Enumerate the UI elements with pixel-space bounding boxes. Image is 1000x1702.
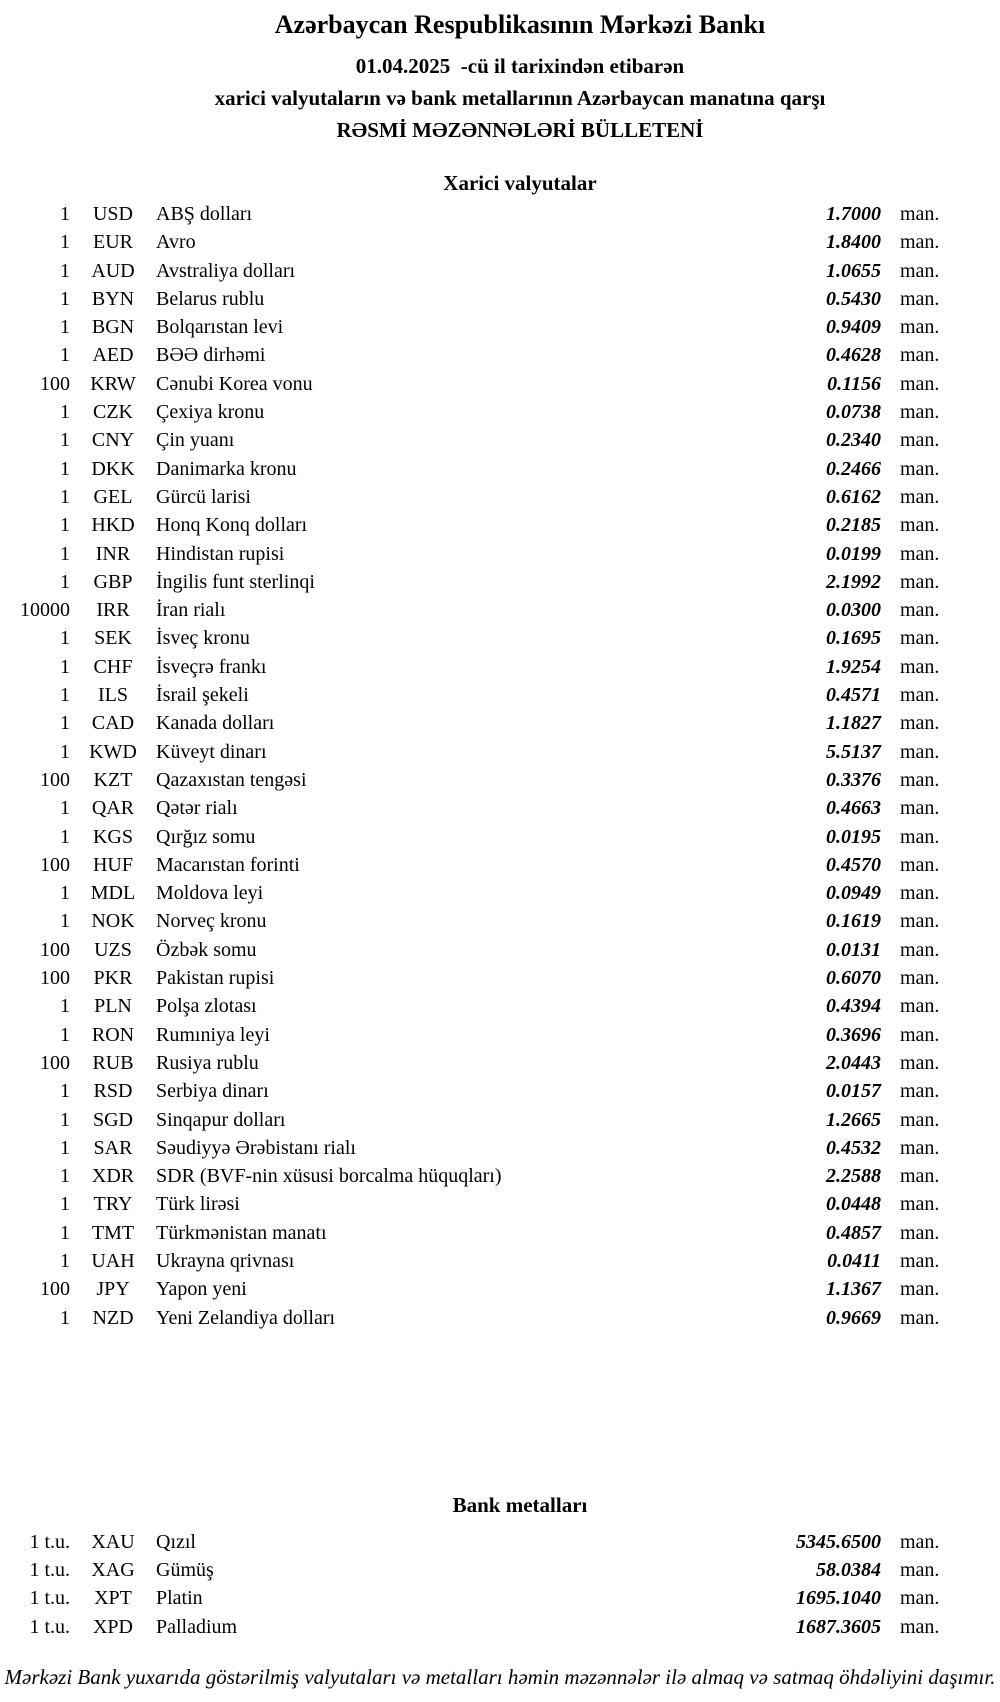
currency-code: SEK	[94, 627, 132, 650]
currency-name: İsrail şekeli	[156, 684, 249, 707]
currency-name: Türk lirəsi	[156, 1193, 240, 1216]
unit-label: man.	[900, 401, 940, 424]
currency-code: AUD	[91, 259, 135, 282]
rate-value: 0.0411	[827, 1249, 881, 1272]
unit-label: man.	[900, 372, 940, 395]
unit-label: man.	[900, 1278, 940, 1301]
rate-row	[0, 1584, 952, 1612]
currency-name: Yeni Zelandiya dolları	[156, 1306, 336, 1329]
currency-code: JPY	[96, 1278, 130, 1301]
quantity-value: 1	[60, 797, 70, 820]
rate-row	[0, 823, 952, 851]
unit-label: man.	[900, 1249, 940, 1272]
quantity-value: 1	[60, 259, 70, 282]
currency-code: CHF	[93, 655, 133, 678]
rate-row	[0, 879, 952, 907]
currency-name: Platin	[156, 1587, 203, 1610]
rate-value: 2.0443	[826, 1051, 881, 1074]
currency-name: Cənubi Korea vonu	[156, 372, 313, 395]
unit-label: man.	[900, 1559, 940, 1582]
currency-code: EUR	[93, 231, 133, 254]
quantity-value: 1	[60, 995, 70, 1018]
quantity-value: 1	[60, 1080, 70, 1103]
currency-name: Norveç kronu	[156, 910, 267, 933]
rate-row	[0, 285, 952, 313]
currency-code: AED	[92, 344, 134, 367]
currency-code: XPT	[94, 1587, 132, 1610]
currency-name: Gürcü larisi	[156, 485, 251, 508]
rate-row	[0, 709, 952, 737]
currency-code: XDR	[91, 1165, 135, 1188]
quantity-value: 1 t.u.	[29, 1587, 70, 1610]
quantity-value: 1	[60, 882, 70, 905]
unit-label: man.	[900, 457, 940, 480]
quantity-value: 100	[40, 1278, 70, 1301]
currency-code: RUB	[92, 1051, 134, 1074]
unit-label: man.	[900, 429, 940, 452]
rate-value: 58.0384	[816, 1559, 881, 1582]
currency-code: GEL	[93, 485, 133, 508]
rate-row	[0, 936, 952, 964]
unit-label: man.	[900, 740, 940, 763]
obligation-note: Mərkəzi Bank yuxarıda göstərilmiş valyutaları və metalları həmin məzənnələr ilə almaq və satmaq öhdəliyini daşımır.	[4, 1665, 996, 1690]
currency-name: Qızıl	[156, 1530, 196, 1553]
rate-row	[0, 1021, 952, 1049]
quantity-value: 100	[40, 1051, 70, 1074]
unit-label: man.	[900, 316, 940, 339]
rate-row	[0, 398, 952, 426]
currency-code: PKR	[93, 967, 133, 990]
quantity-value: 1	[60, 287, 70, 310]
rate-value: 0.4857	[826, 1221, 881, 1244]
quantity-value: 1	[60, 570, 70, 593]
currency-code: PLN	[94, 995, 132, 1018]
rate-value: 0.0199	[826, 542, 881, 565]
currency-code: HUF	[92, 853, 133, 876]
rate-row	[0, 907, 952, 935]
currency-name: Pakistan rupisi	[156, 967, 275, 990]
rate-row	[0, 483, 952, 511]
quantity-value: 1	[60, 740, 70, 763]
rate-value: 1687.3605	[796, 1615, 881, 1638]
currency-code: CAD	[91, 712, 135, 735]
currency-code: BGN	[91, 316, 135, 339]
unit-label: man.	[900, 514, 940, 537]
bulletin-footer	[0, 1663, 1000, 1691]
currency-code: KWD	[89, 740, 137, 763]
unit-label: man.	[900, 1136, 940, 1159]
currency-code: XPD	[92, 1615, 133, 1638]
currency-name: Rumıniya leyi	[156, 1023, 270, 1046]
currency-code: UZS	[94, 938, 132, 961]
unit-label: man.	[900, 853, 940, 876]
currency-name: Ukrayna qrivnası	[156, 1249, 295, 1272]
currency-name: ABŞ dolları	[156, 203, 253, 225]
rate-value: 0.1619	[826, 910, 881, 933]
quantity-value: 1	[60, 401, 70, 424]
currency-name: Özbək somu	[156, 938, 257, 961]
unit-label: man.	[900, 1165, 940, 1188]
unit-label: man.	[900, 1530, 940, 1553]
unit-label: man.	[900, 910, 940, 933]
quantity-value: 1	[60, 910, 70, 933]
quantity-value: 1	[60, 627, 70, 650]
unit-label: man.	[900, 1108, 940, 1131]
rate-value: 2.1992	[826, 570, 881, 593]
rate-value: 0.0300	[826, 599, 881, 622]
bank-metals-section	[0, 1490, 1000, 1641]
unit-label: man.	[900, 825, 940, 848]
currency-name: Honq Konq dolları	[156, 514, 308, 537]
currency-code: RON	[91, 1023, 135, 1046]
rate-value: 0.0131	[826, 938, 881, 961]
subtitle-line: xarici valyutaların və bank metallarının Azərbaycan manatına qarşı	[214, 86, 826, 110]
currency-code: IRR	[96, 599, 130, 622]
unit-label: man.	[900, 995, 940, 1018]
unit-label: man.	[900, 1306, 940, 1329]
rate-row	[0, 200, 952, 228]
currency-name: Rusiya rublu	[156, 1051, 259, 1074]
foreign-currencies-title: Xarici valyutalar	[443, 171, 597, 195]
quantity-value: 100	[40, 938, 70, 961]
currency-name: Bolqarıstan levi	[156, 316, 284, 339]
rate-value: 1.1827	[826, 712, 881, 735]
rate-row	[0, 1613, 952, 1641]
rate-row	[0, 540, 952, 568]
currency-name: Macarıstan forinti	[156, 853, 300, 876]
currency-code: ILS	[98, 684, 128, 707]
currency-name: Polşa zlotası	[156, 995, 257, 1018]
rate-value: 1.0655	[826, 259, 881, 282]
currency-name: SDR (BVF-nin xüsusi borcalma hüquqları)	[156, 1165, 502, 1188]
currency-name: Qətər rialı	[156, 797, 238, 820]
currency-code: NZD	[92, 1306, 134, 1329]
currency-code: INR	[95, 542, 131, 565]
rate-value: 0.4394	[826, 995, 881, 1018]
rate-value: 5345.6500	[796, 1530, 881, 1553]
rate-row	[0, 257, 952, 285]
quantity-value: 1 t.u.	[29, 1530, 70, 1553]
unit-label: man.	[900, 1221, 940, 1244]
unit-label: man.	[900, 1023, 940, 1046]
currency-code: RSD	[93, 1080, 133, 1103]
rate-value: 0.0448	[826, 1193, 881, 1216]
unit-label: man.	[900, 231, 940, 254]
unit-label: man.	[900, 1051, 940, 1074]
quantity-value: 1	[60, 655, 70, 678]
quantity-value: 1	[60, 485, 70, 508]
currency-name: Danimarka kronu	[156, 457, 297, 480]
quantity-value: 1	[60, 1108, 70, 1131]
rate-row	[0, 1134, 952, 1162]
currency-name: Çexiya kronu	[156, 401, 265, 424]
rate-value: 1.9254	[826, 655, 881, 678]
quantity-value: 1	[60, 1136, 70, 1159]
rate-value: 0.0949	[826, 882, 881, 905]
unit-label: man.	[900, 938, 940, 961]
currency-rate-table	[0, 200, 1000, 1332]
bank-metals-title: Bank metalları	[452, 1492, 588, 1517]
quantity-value: 100	[40, 853, 70, 876]
currency-code: KGS	[92, 825, 133, 848]
quantity-value: 1	[60, 203, 70, 225]
unit-label: man.	[900, 1615, 940, 1638]
unit-label: man.	[900, 967, 940, 990]
rate-value: 0.4663	[826, 797, 881, 820]
currency-name: İngilis funt sterlinqi	[156, 570, 315, 593]
rate-row	[0, 313, 952, 341]
quantity-value: 1	[60, 231, 70, 254]
rate-value: 0.2466	[826, 457, 881, 480]
quantity-value: 1	[60, 457, 70, 480]
rate-row	[0, 341, 952, 369]
rate-value: 0.0157	[826, 1080, 881, 1103]
currency-name: BƏƏ dirhəmi	[156, 344, 266, 367]
quantity-value: 1	[60, 1193, 70, 1216]
quantity-value: 1	[60, 712, 70, 735]
rate-value: 0.0195	[826, 825, 881, 848]
currency-name: Küveyt dinarı	[156, 740, 267, 763]
rate-row	[0, 851, 952, 879]
bank-title: Azərbaycan Respublikasının Mərkəzi Bankı	[274, 10, 766, 39]
rate-value: 0.4628	[826, 344, 881, 367]
metal-rate-table	[0, 1528, 1000, 1641]
quantity-value: 1	[60, 684, 70, 707]
currency-name: Çin yuanı	[156, 429, 235, 452]
unit-label: man.	[900, 882, 940, 905]
rate-value: 2.2588	[826, 1165, 881, 1188]
currency-code: DKK	[91, 457, 135, 480]
currency-name: Belarus rublu	[156, 287, 265, 310]
unit-label: man.	[900, 684, 940, 707]
currency-name: Türkmənistan manatı	[156, 1221, 327, 1244]
currency-code: UAH	[91, 1249, 135, 1272]
rate-value: 1695.1040	[796, 1587, 881, 1610]
currency-name: Moldova leyi	[156, 882, 264, 905]
currency-name: Kanada dolları	[156, 712, 275, 735]
rate-row	[0, 794, 952, 822]
currency-code: BYN	[91, 287, 135, 310]
currency-name: İsveç kronu	[156, 627, 250, 650]
unit-label: man.	[900, 712, 940, 735]
rate-value: 0.4571	[826, 684, 881, 707]
currency-name: Palladium	[156, 1615, 238, 1638]
rate-row	[0, 1219, 952, 1247]
currency-name: İsveçrə frankı	[156, 655, 267, 678]
rate-row	[0, 1162, 952, 1190]
currency-name: Gümüş	[156, 1559, 214, 1582]
rate-value: 0.4532	[826, 1136, 881, 1159]
rate-row	[0, 455, 952, 483]
quantity-value: 1	[60, 1306, 70, 1329]
unit-label: man.	[900, 627, 940, 650]
quantity-value: 10000	[20, 599, 70, 622]
currency-code: XAU	[91, 1530, 135, 1553]
unit-label: man.	[900, 485, 940, 508]
currency-name: Hindistan rupisi	[156, 542, 285, 565]
rate-value: 0.2185	[826, 514, 881, 537]
unit-label: man.	[900, 287, 940, 310]
unit-label: man.	[900, 797, 940, 820]
quantity-value: 1 t.u.	[29, 1559, 70, 1582]
quantity-value: 1	[60, 514, 70, 537]
quantity-value: 100	[40, 768, 70, 791]
quantity-value: 1	[60, 542, 70, 565]
rate-value: 0.3696	[826, 1023, 881, 1046]
quantity-value: 1	[60, 1249, 70, 1272]
rate-value: 1.8400	[826, 231, 881, 254]
rate-value: 0.2340	[826, 429, 881, 452]
unit-label: man.	[900, 599, 940, 622]
rate-row	[0, 681, 952, 709]
rate-value: 1.2665	[826, 1108, 881, 1131]
unit-label: man.	[900, 259, 940, 282]
rate-row	[0, 1304, 952, 1332]
rate-row	[0, 1247, 952, 1275]
rate-row	[0, 624, 952, 652]
quantity-value: 1	[60, 429, 70, 452]
rate-row	[0, 1049, 952, 1077]
rate-row	[0, 992, 952, 1020]
rate-row	[0, 1106, 952, 1134]
rate-value: 0.5430	[826, 287, 881, 310]
rate-row	[0, 1528, 952, 1556]
rate-value: 1.7000	[826, 203, 881, 225]
currency-name: Avstraliya dolları	[156, 259, 296, 282]
rate-value: 0.9669	[826, 1306, 881, 1329]
currency-code: KZT	[93, 768, 133, 791]
currency-code: QAR	[91, 797, 135, 820]
rate-row	[0, 228, 952, 256]
rate-row	[0, 964, 952, 992]
unit-label: man.	[900, 570, 940, 593]
rate-row	[0, 568, 952, 596]
rate-row	[0, 766, 952, 794]
rate-row	[0, 1556, 952, 1584]
bulletin-title: RƏSMİ MƏZƏNNƏLƏRİ BÜLLETENİ	[336, 118, 704, 142]
quantity-value: 100	[40, 372, 70, 395]
quantity-value: 1 t.u.	[29, 1615, 70, 1638]
unit-label: man.	[900, 203, 940, 225]
rate-row	[0, 511, 952, 539]
unit-label: man.	[900, 768, 940, 791]
currency-code: NOK	[91, 910, 135, 933]
quantity-value: 1	[60, 1165, 70, 1188]
rate-row	[0, 738, 952, 766]
currency-code: CZK	[93, 401, 133, 424]
currency-name: Qazaxıstan tengəsi	[156, 768, 307, 791]
quantity-value: 1	[60, 1023, 70, 1046]
currency-code: CNY	[91, 429, 135, 452]
rate-value: 0.9409	[826, 316, 881, 339]
currency-code: SAR	[93, 1136, 133, 1159]
rate-row	[0, 1275, 952, 1303]
rate-row	[0, 426, 952, 454]
currency-name: Sinqapur dolları	[156, 1108, 286, 1131]
unit-label: man.	[900, 542, 940, 565]
rate-value: 0.4570	[826, 853, 881, 876]
currency-name: Səudiyyə Ərəbistanı rialı	[156, 1136, 356, 1159]
rate-value: 5.5137	[826, 740, 881, 763]
rate-row	[0, 1077, 952, 1105]
currency-code: XAG	[91, 1559, 135, 1582]
currency-name: İran rialı	[156, 599, 226, 622]
rate-value: 0.6070	[826, 967, 881, 990]
currency-code: HKD	[91, 514, 135, 537]
quantity-value: 1	[60, 316, 70, 339]
foreign-currencies-section	[0, 168, 1000, 1332]
currency-name: Qırğız somu	[156, 825, 256, 848]
unit-label: man.	[900, 344, 940, 367]
currency-code: MDL	[90, 882, 136, 905]
rate-row	[0, 1190, 952, 1218]
quantity-value: 1	[60, 825, 70, 848]
currency-name: Yapon yeni	[156, 1278, 247, 1301]
rate-row	[0, 370, 952, 398]
quantity-value: 1	[60, 1221, 70, 1244]
quantity-value: 100	[40, 967, 70, 990]
currency-code: GBP	[93, 570, 133, 593]
currency-name: Serbiya dinarı	[156, 1080, 269, 1103]
currency-code: TRY	[93, 1193, 133, 1216]
unit-label: man.	[900, 1587, 940, 1610]
rate-value: 0.0738	[826, 401, 881, 424]
unit-label: man.	[900, 655, 940, 678]
quantity-value: 1	[60, 344, 70, 367]
unit-label: man.	[900, 1193, 940, 1216]
rate-row	[0, 653, 952, 681]
rate-value: 0.1695	[826, 627, 881, 650]
rate-value: 0.3376	[826, 768, 881, 791]
rate-value: 0.1156	[827, 372, 881, 395]
currency-code: KRW	[90, 372, 136, 395]
bulletin-header	[0, 0, 1000, 146]
currency-name: Avro	[156, 231, 196, 254]
unit-label: man.	[900, 1080, 940, 1103]
effective-date-line: 01.04.2025 -cü il tarixindən etibarən	[355, 54, 685, 78]
currency-code: SGD	[92, 1108, 133, 1131]
rate-value: 0.6162	[826, 485, 881, 508]
currency-code: TMT	[91, 1221, 135, 1244]
currency-code: USD	[92, 203, 133, 225]
rate-value: 1.1367	[826, 1278, 881, 1301]
rate-row	[0, 596, 952, 624]
